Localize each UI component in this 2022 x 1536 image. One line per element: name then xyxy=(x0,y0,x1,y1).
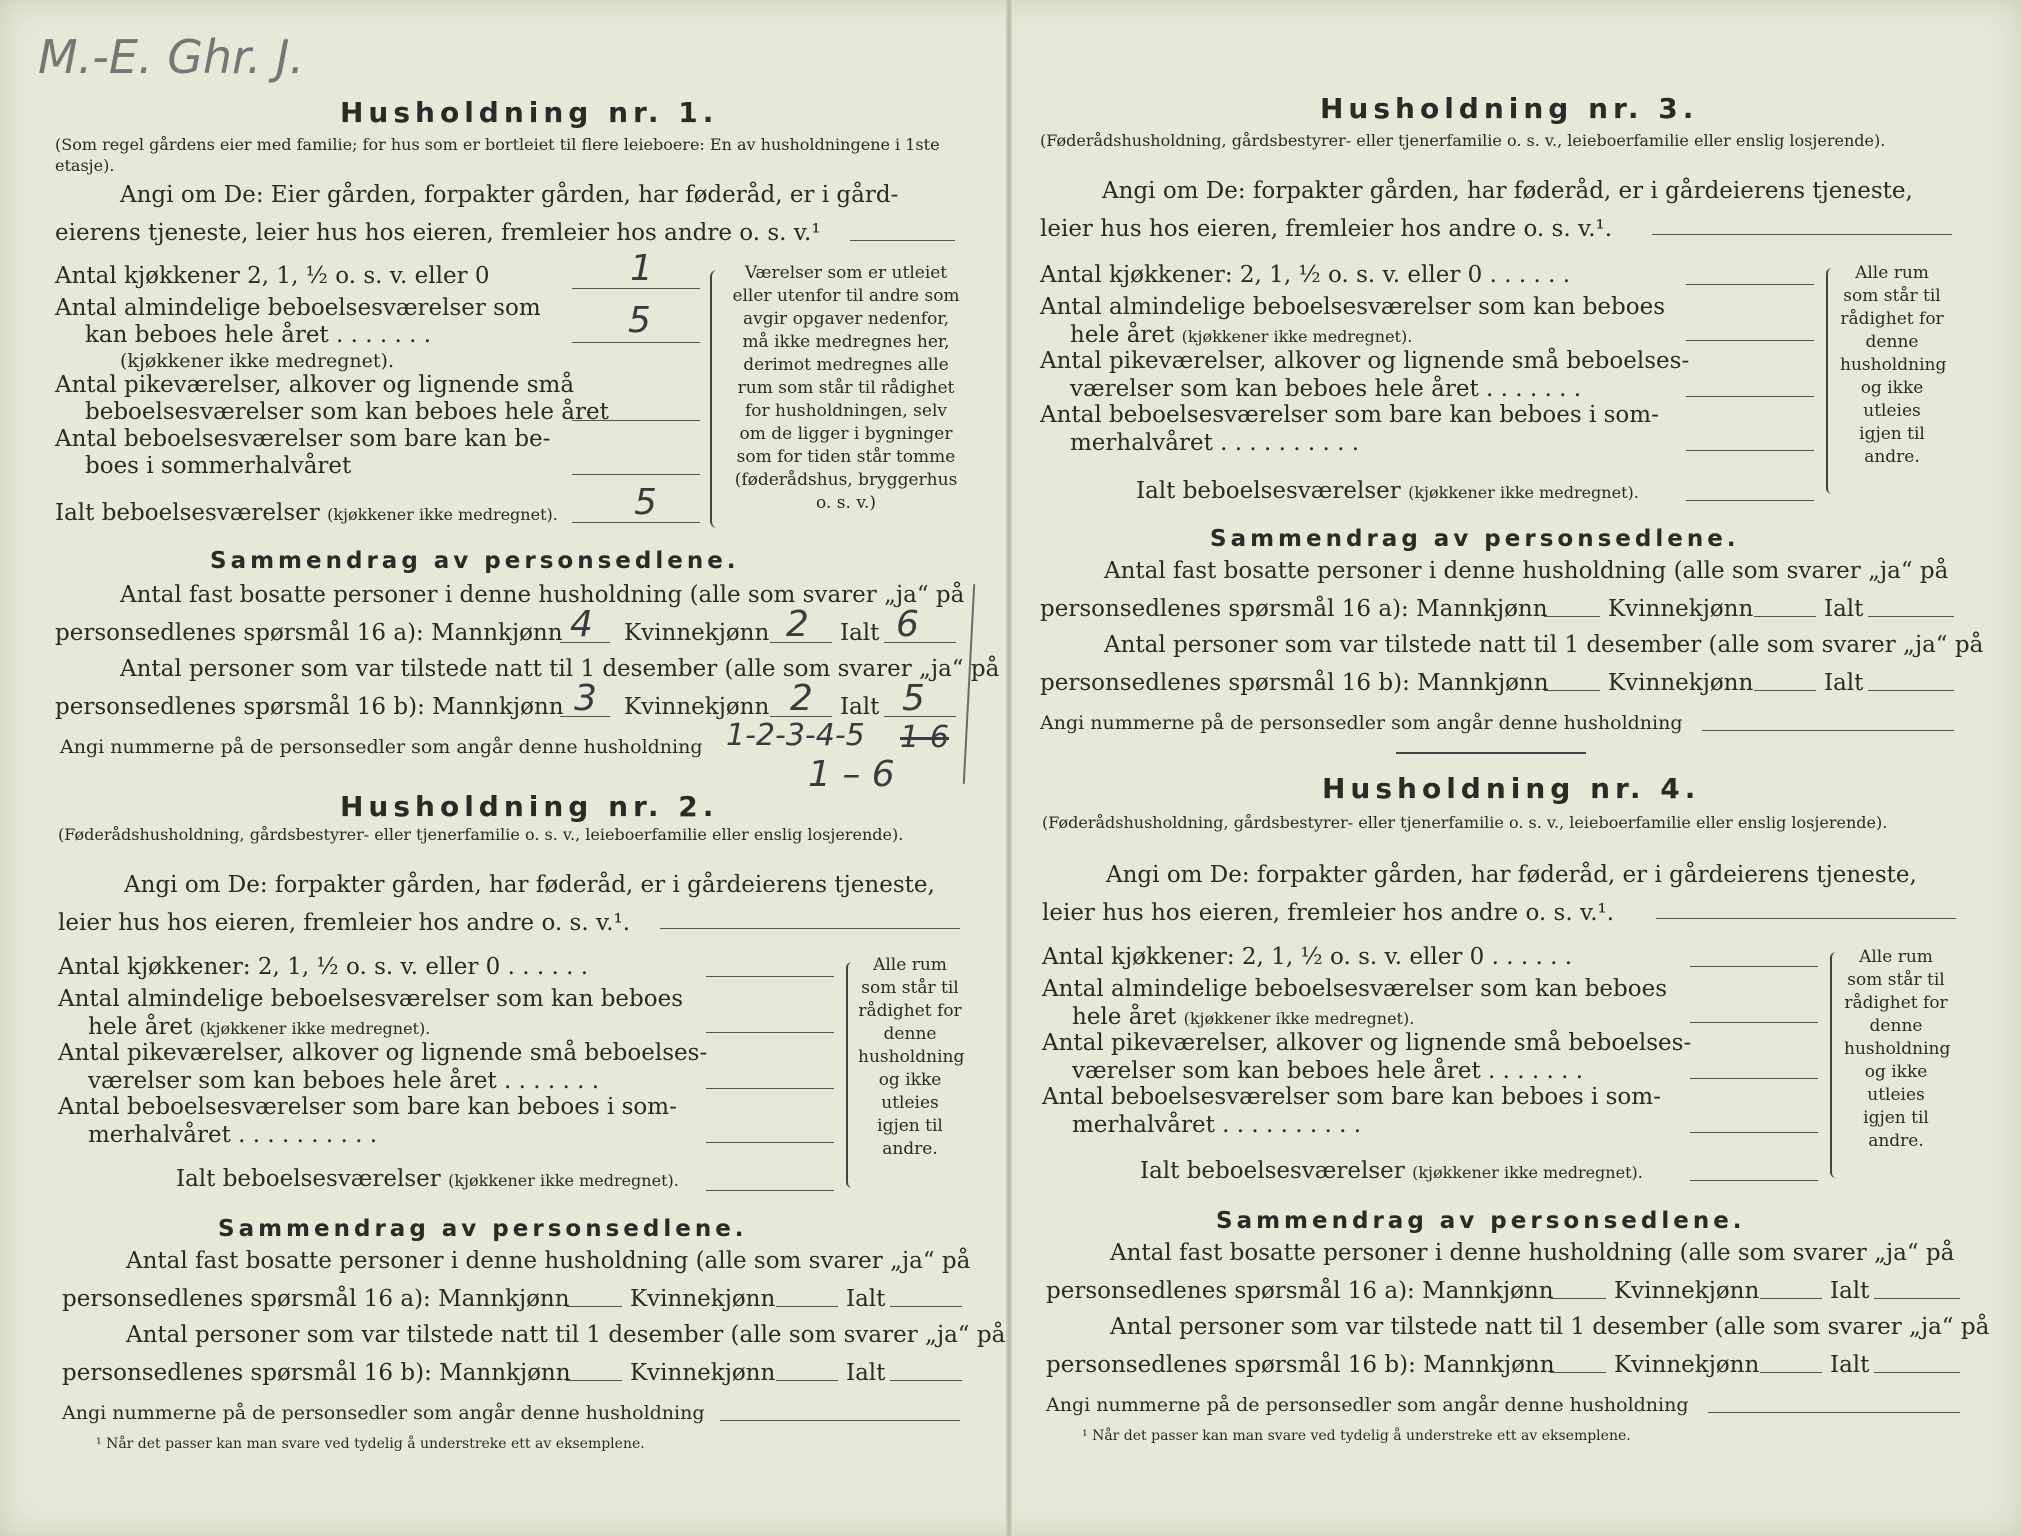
h3-16b-ialt-label: Ialt xyxy=(1824,670,1864,696)
h4-pike-line2: værelser som kan beboes hele året . . . . . . . xyxy=(1072,1058,1584,1084)
h1-alm-line1: Antal almindelige beboelsesværelser som xyxy=(55,295,541,321)
h1-title: Husholdning nr. 1. xyxy=(340,96,719,129)
h2-angi-line2: leier hus hos eieren, fremleier hos andre o. s. v.¹. xyxy=(58,910,631,936)
h1-16b-ialt-label: Ialt xyxy=(840,694,880,720)
h2-alm-line2-text: hele året xyxy=(88,1014,193,1040)
h4-angi-line2: leier hus hos eieren, fremleier hos andre o. s. v.¹. xyxy=(1042,900,1615,926)
h4-brace xyxy=(1830,952,1842,1178)
h1-brace xyxy=(710,270,724,528)
h4-16b-line1: Antal personer som var tilstede natt til 1 desember (alle som svarer „ja“ på xyxy=(1110,1314,1990,1340)
h1-sommer-line1: Antal beboelsesværelser som bare kan be- xyxy=(55,426,551,452)
h2-pike-line1: Antal pikeværelser, alkover og lignende små beboelses- xyxy=(58,1040,708,1066)
h1-nummer-label: Angi nummerne på de personsedler som angår denne husholdning xyxy=(60,736,703,758)
corner-initials: M.-E. Ghr. J. xyxy=(38,30,305,84)
h4-pike-line1: Antal pikeværelser, alkover og lignende små beboelses- xyxy=(1042,1030,1692,1056)
h1-16a-kvinne-label: Kvinnekjønn xyxy=(624,620,770,646)
section-divider xyxy=(1396,752,1586,754)
left-page xyxy=(0,0,1006,1536)
h4-nummer-label: Angi nummerne på de personsedler som angår denne husholdning xyxy=(1046,1394,1689,1416)
h2-16b-kvinne-label: Kvinnekjønn xyxy=(630,1360,776,1386)
h3-16a-line2: personsedlenes spørsmål 16 a): Mannkjønn xyxy=(1040,596,1548,622)
h2-alm-line1: Antal almindelige beboelsesværelser som kan beboes xyxy=(58,986,684,1012)
h1-16b-kvinne: 2 xyxy=(790,678,813,719)
h1-16b-kvinne-label: Kvinnekjønn xyxy=(624,694,770,720)
h3-kjokken-label: Antal kjøkkener: 2, 1, ½ o. s. v. eller 0 . . . . . . xyxy=(1040,262,1571,288)
h1-16a-line2: personsedlenes spørsmål 16 a): Mannkjønn xyxy=(55,620,563,646)
h2-angi-line1: Angi om De: forpakter gården, har føderåd, er i gårdeierens tjeneste, xyxy=(124,872,935,898)
h4-ialt-label xyxy=(1140,1158,1643,1184)
h3-alm-line2 xyxy=(1070,322,1412,348)
h3-brace-note: Alle rum som står til rådighet for denne husholdning og ikke utleies igjen til andre. xyxy=(1840,263,1947,467)
h2-ialt-small: (kjøkkener ikke medregnet). xyxy=(448,1171,679,1190)
h4-16a-ialt-label: Ialt xyxy=(1830,1278,1870,1304)
h3-sommer-line1: Antal beboelsesværelser som bare kan beboes i som- xyxy=(1040,402,1659,428)
h2-16b-ialt-label: Ialt xyxy=(846,1360,886,1386)
h1-summary-title: Sammendrag av personsedlene. xyxy=(210,548,740,574)
h3-sommer-line2: merhalvåret . . . . . . . . . . xyxy=(1070,430,1360,456)
h3-16b-line1: Antal personer som var tilstede natt til 1 desember (alle som svarer „ja“ på xyxy=(1104,632,1984,658)
h1-brace-note: Værelser som er utleiet eller utenfor til andre som avgir opgaver nedenfor, må ikke medregnes her, derimot medregnes alle rum som står til rådighet for husholdningen, selv om de ligger i bygninger som for tiden står tomme (føderådshus, bryggerhus o. s. v.) xyxy=(732,263,960,513)
h2-16a-line2: personsedlenes spørsmål 16 a): Mannkjønn xyxy=(62,1286,570,1312)
h3-pike-line1: Antal pikeværelser, alkover og lignende små beboelses- xyxy=(1040,348,1690,374)
h4-alm-line2-small: (kjøkkener ikke medregnet). xyxy=(1183,1009,1415,1028)
h4-sommer-line2: merhalvåret . . . . . . . . . . xyxy=(1072,1112,1362,1138)
h2-16b-line1: Antal personer som var tilstede natt til 1 desember (alle som svarer „ja“ på xyxy=(126,1322,1006,1348)
h1-angi-line2: eierens tjeneste, leier hus hos eieren, fremleier hos andre o. s. v.¹ xyxy=(55,220,821,246)
h3-ialt-label xyxy=(1136,478,1639,504)
h3-title: Husholdning nr. 3. xyxy=(1320,92,1699,125)
h4-sommer-line1: Antal beboelsesværelser som bare kan beboes i som- xyxy=(1042,1084,1661,1110)
h3-note: (Føderådshusholdning, gårdsbestyrer- eller tjenerfamilie o. s. v., leieboerfamilie eller enslig losjerende). xyxy=(1040,131,1886,150)
h4-title: Husholdning nr. 4. xyxy=(1322,772,1701,805)
h3-alm-line2-text: hele året xyxy=(1070,322,1175,348)
h1-16b-ialt: 5 xyxy=(902,678,925,719)
h3-16a-ialt-label: Ialt xyxy=(1824,596,1864,622)
h1-alm-line2: kan beboes hele året . . . . . . . xyxy=(85,322,432,348)
h3-ialt-text: Ialt beboelsesværelser xyxy=(1136,478,1401,504)
h1-note: (Som regel gårdens eier med familie; for hus som er bortleiet til flere leieboere: En av husholdningene i 1ste etasje). xyxy=(55,135,940,175)
h1-alm-value: 5 xyxy=(628,300,651,341)
h3-16a-line1: Antal fast bosatte personer i denne husholdning (alle som svarer „ja“ på xyxy=(1104,558,1949,584)
h1-pike-line2: beboelsesværelser som kan beboes hele året xyxy=(85,399,609,425)
h1-ialt-value: 5 xyxy=(634,482,657,523)
h4-kjokken-label: Antal kjøkkener: 2, 1, ½ o. s. v. eller 0 . . . . . . xyxy=(1042,944,1573,970)
h1-ialt-label xyxy=(55,500,558,526)
h2-note: (Føderådshusholdning, gårdsbestyrer- eller tjenerfamilie o. s. v., leieboerfamilie eller enslig losjerende). xyxy=(58,825,904,844)
h1-alm-line3: (kjøkkener ikke medregnet). xyxy=(120,350,394,372)
h3-brace xyxy=(1826,268,1838,494)
h1-kjokken-label: Antal kjøkkener 2, 1, ½ o. s. v. eller 0 xyxy=(55,263,490,289)
h3-16a-kvinne-label: Kvinnekjønn xyxy=(1608,596,1754,622)
h4-16b-ialt-label: Ialt xyxy=(1830,1352,1870,1378)
h1-16a-line1: Antal fast bosatte personer i denne husholdning (alle som svarer „ja“ på xyxy=(120,582,965,608)
h4-brace-note: Alle rum som står til rådighet for denne husholdning og ikke utleies igjen til andre. xyxy=(1844,947,1951,1151)
h3-16b-line2: personsedlenes spørsmål 16 b): Mannkjønn xyxy=(1040,670,1549,696)
h4-16a-line2: personsedlenes spørsmål 16 a): Mannkjønn xyxy=(1046,1278,1554,1304)
h3-ialt-small: (kjøkkener ikke medregnet). xyxy=(1408,483,1639,502)
h1-sommer-line2: boes i sommerhalvåret xyxy=(85,453,352,479)
h2-footnote: ¹ Når det passer kan man svare ved tydelig å understreke ett av eksemplene. xyxy=(96,1436,645,1452)
h4-alm-line2 xyxy=(1072,1004,1414,1030)
h2-sommer-line2: merhalvåret . . . . . . . . . . xyxy=(88,1122,378,1148)
h4-16a-kvinne-label: Kvinnekjønn xyxy=(1614,1278,1760,1304)
h2-title: Husholdning nr. 2. xyxy=(340,790,719,823)
h2-brace xyxy=(846,962,858,1188)
h2-16a-line1: Antal fast bosatte personer i denne husholdning (alle som svarer „ja“ på xyxy=(126,1248,971,1274)
right-page xyxy=(1012,0,2022,1536)
h1-nummer-value: 1-2-3-4-5 xyxy=(726,718,865,753)
h1-nummer-value2: 1-6 xyxy=(900,720,949,755)
h1-ialt-small: (kjøkkener ikke medregnet). xyxy=(327,505,558,524)
h2-ialt-text: Ialt beboelsesværelser xyxy=(176,1166,441,1192)
h4-alm-line1: Antal almindelige beboelsesværelser som kan beboes xyxy=(1042,976,1668,1002)
h2-pike-line2: værelser som kan beboes hele året . . . . . . . xyxy=(88,1068,600,1094)
h3-summary-title: Sammendrag av personsedlene. xyxy=(1210,526,1740,552)
h3-16b-kvinne-label: Kvinnekjønn xyxy=(1608,670,1754,696)
h2-sommer-line1: Antal beboelsesværelser som bare kan beboes i som- xyxy=(58,1094,677,1120)
h2-ialt-label xyxy=(176,1166,679,1192)
h4-footnote: ¹ Når det passer kan man svare ved tydelig å understreke ett av eksemplene. xyxy=(1082,1428,1631,1444)
h2-16b-line2: personsedlenes spørsmål 16 b): Mannkjønn xyxy=(62,1360,571,1386)
h4-note: (Føderådshusholdning, gårdsbestyrer- eller tjenerfamilie o. s. v., leieboerfamilie eller enslig losjerende). xyxy=(1042,813,1888,832)
h3-pike-line2: værelser som kan beboes hele året . . . . . . . xyxy=(1070,376,1582,402)
h4-summary-title: Sammendrag av personsedlene. xyxy=(1216,1208,1746,1234)
h1-16a-ialt: 6 xyxy=(896,604,919,645)
h2-summary-title: Sammendrag av personsedlene. xyxy=(218,1216,748,1242)
h3-alm-line2-small: (kjøkkener ikke medregnet). xyxy=(1181,327,1413,346)
h4-ialt-text: Ialt beboelsesværelser xyxy=(1140,1158,1405,1184)
h4-ialt-small: (kjøkkener ikke medregnet). xyxy=(1412,1163,1643,1182)
h1-16a-mann: 4 xyxy=(570,604,593,645)
h2-16a-ialt-label: Ialt xyxy=(846,1286,886,1312)
h1-16a-ialt-label: Ialt xyxy=(840,620,880,646)
h2-kjokken-label: Antal kjøkkener: 2, 1, ½ o. s. v. eller 0 . . . . . . xyxy=(58,954,589,980)
h1-16a-kvinne: 2 xyxy=(786,604,809,645)
h2-nummer-label: Angi nummerne på de personsedler som angår denne husholdning xyxy=(62,1402,705,1424)
h3-angi-line2: leier hus hos eieren, fremleier hos andre o. s. v.¹. xyxy=(1040,216,1613,242)
h4-16b-kvinne-label: Kvinnekjønn xyxy=(1614,1352,1760,1378)
h2-brace-note: Alle rum som står til rådighet for denne husholdning og ikke utleies igjen til andre. xyxy=(858,955,965,1159)
h1-nummer-value3: 1 – 6 xyxy=(808,754,895,795)
h3-nummer-label: Angi nummerne på de personsedler som angår denne husholdning xyxy=(1040,712,1683,734)
h4-16b-line2: personsedlenes spørsmål 16 b): Mannkjønn xyxy=(1046,1352,1555,1378)
h1-ialt-text: Ialt beboelsesværelser xyxy=(55,500,320,526)
h4-angi-line1: Angi om De: forpakter gården, har føderåd, er i gårdeierens tjeneste, xyxy=(1106,862,1917,888)
h4-alm-line2-text: hele året xyxy=(1072,1004,1177,1030)
h3-alm-line1: Antal almindelige beboelsesværelser som kan beboes xyxy=(1040,294,1666,320)
h2-16a-kvinne-label: Kvinnekjønn xyxy=(630,1286,776,1312)
h3-angi-line1: Angi om De: forpakter gården, har føderåd, er i gårdeierens tjeneste, xyxy=(1102,178,1913,204)
h1-pike-line1: Antal pikeværelser, alkover og lignende små xyxy=(55,372,575,398)
margin-pencil-line xyxy=(963,584,975,784)
h1-16b-line2: personsedlenes spørsmål 16 b): Mannkjønn xyxy=(55,694,564,720)
h2-alm-line2 xyxy=(88,1014,430,1040)
h1-16b-mann: 3 xyxy=(574,678,597,719)
h1-16b-line1: Antal personer som var tilstede natt til 1 desember (alle som svarer „ja“ på xyxy=(120,656,1000,682)
h4-16a-line1: Antal fast bosatte personer i denne husholdning (alle som svarer „ja“ på xyxy=(1110,1240,1955,1266)
h1-kjokken-value: 1 xyxy=(630,248,653,289)
h1-angi-line1: Angi om De: Eier gården, forpakter gården, har føderåd, er i gård- xyxy=(120,182,899,208)
h2-alm-line2-small: (kjøkkener ikke medregnet). xyxy=(199,1019,431,1038)
